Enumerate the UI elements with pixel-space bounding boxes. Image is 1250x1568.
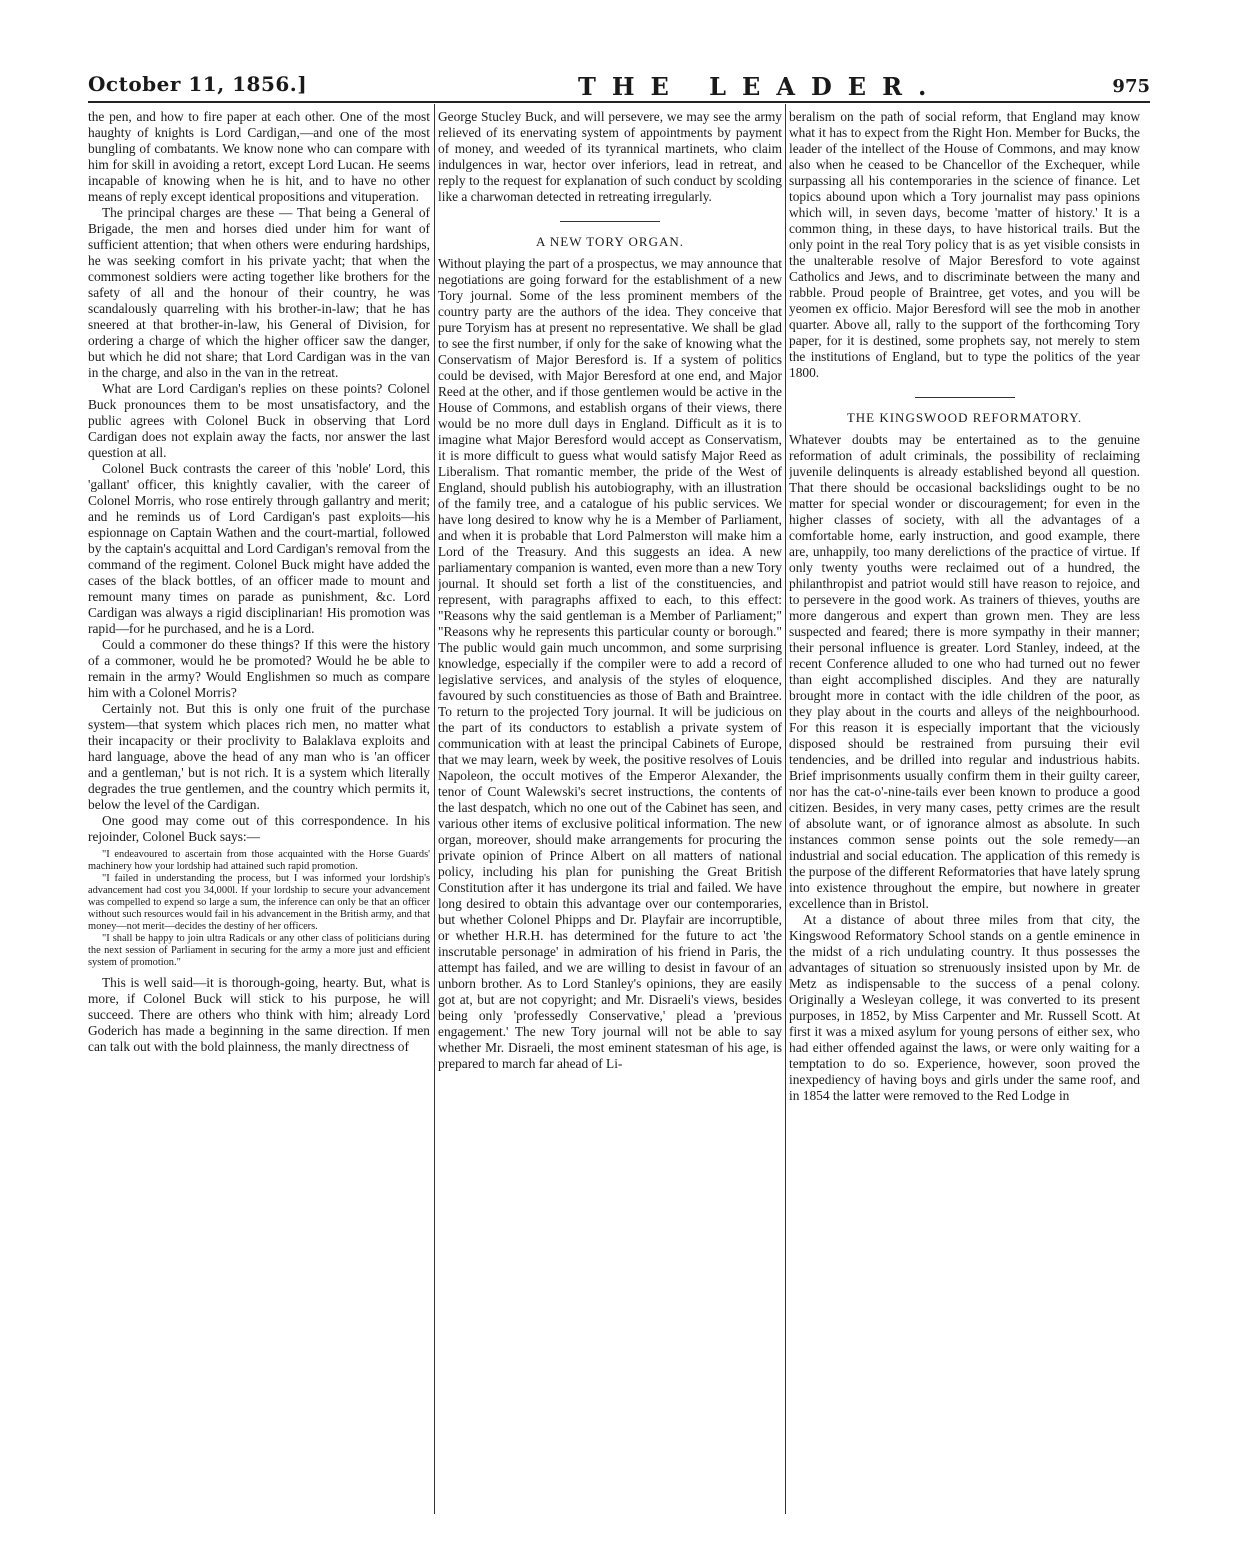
quote-paragraph: "I shall be happy to join ultra Radicals or any other class of politicians during the next session of Parliament in securing for the army a more just and efficient system of promotion." (88, 933, 430, 968)
masthead-title: THE LEADER. (578, 72, 943, 101)
paragraph: Certainly not. But this is only one fruit of the purchase system—that system which places rich men, no matter what their incapacity or their proclivity to Balaklava exploits and hard language, above the head of any man who is 'an officer and a gentleman,' but is not rich. It is a system which literally degrades the true gentlemen, and the country which permits it, below the level of the Cardigan. (88, 701, 430, 812)
column-divider (434, 104, 435, 1514)
issue-date: October 11, 1856.] (88, 72, 308, 96)
header-rule (88, 101, 1150, 103)
paragraph: George Stucley Buck, and will persevere, we may see the army relieved of its enervating system of appointments by payment of money, and weeded of its tyrannical martinets, who claim indulgences in war, hector over inferiors, lead in retreat, and reply to the request for explanation of such conduct by scolding like a charwoman detected in retreating irregularly. (438, 109, 782, 204)
article-heading: THE KINGSWOOD REFORMATORY. (846, 410, 1083, 425)
paragraph: beralism on the path of social reform, that England may know what it has to expect from the Right Hon. Member for Bucks, the leader of the intellect of the House of Commons, and may know also when he ceased to be Chancellor of the Exchequer, while surpassing all his contemporaries in the science of finance. Let topics abound upon which a Tory journalist may pass opinions which will, in seven days, become 'matter of history.' It is a common thing, in these days, to have historical trails. But the only point in the real Tory policy that is as yet visible consists in the unalterable resolve of Major Beresford to vote against Catholics and Jews, and to discriminate between the many and rabble. Proud people of Braintree, get votes, and you will be yeomen ex officio. Major Beresford will see the mob in another quarter. Above all, rally to the support of the forthcoming Tory paper, for it is destined, some prophets say, not merely to stem the institutions of England, but to type the politics of the year 1800. (789, 109, 1140, 380)
column-divider (785, 104, 786, 1514)
paragraph: What are Lord Cardigan's replies on these points? Colonel Buck pronounces them to be most unsatisfactory, and the public agrees with Colonel Buck in observing that Lord Cardigan does not explain away the facts, nor answer the last question at all. (88, 381, 430, 460)
paragraph: Could a commoner do these things? If this were the history of a commoner, would he be promoted? Would he be able to remain in the army? Would Englishmen so much as compare him with a Colonel Morris? (88, 637, 430, 700)
page-number: 975 (1112, 76, 1150, 97)
paragraph: At a distance of about three miles from that city, the Kingswood Reformatory School stands on a gentle eminence in the midst of a rich undulating country. It thus possesses the advantages of situation so strenuously insisted upon by Mr. de Metz as indispensable to the success of a penal colony. Originally a Wesleyan college, it was converted to its present purposes, in 1852, by Miss Carpenter and Mr. Russell Scott. At first it was a mixed asylum for young persons of either sex, who had either offended against the laws, or were only waiting for a temptation to do so. Experience, however, soon proved the inexpediency of having boys and girls under the same roof, and in 1854 the latter were removed to the Red Lodge in (789, 912, 1140, 1103)
section-rule (560, 221, 660, 222)
column-2 (438, 109, 782, 1509)
block-quote (88, 849, 430, 969)
column-1 (88, 109, 430, 1509)
quote-paragraph: "I failed in understanding the process, but I was informed your lordship's advancement had cost you 34,000l. If your lordship to secure your advancement was compelled to expend so large a sum, the inference can only be that an officer without such resources would fail in his advancement in the British army, and that money—not merit—decides the destiny of her officers. (88, 873, 430, 932)
paragraph: One good may come out of this correspondence. In his rejoinder, Colonel Buck says:— (88, 813, 430, 844)
paragraph: Without playing the part of a prospectus, we may announce that negotiations are going forward for the establishment of a new Tory journal. Some of the less prominent members of the country party are the authors of the idea. They conceive that pure Toryism has at present no representative. We shall be glad to see the first number, if only for the sake of knowing what the Conservatism of Major Beresford is. If a system of politics could be devised, with Major Beresford at one end, and Major Reed at the other, and if those gentlemen would be active in the House of Commons, and establish organs of their views, there would be no more dull days in England. Difficult as it is to imagine what Major Beresford would accept as Conservatism, it is more difficult to guess what would satisfy Major Reed as Liberalism. That romantic member, the pride of the West of England, should publish his autobiography, with an illustration of the family tree, and a catalogue of his public services. We have long desired to know why he is a Member of Parliament, and when it is probable that Lord Palmerston will make him a Lord of the Treasury. And this suggests an idea. A new parliamentary companion is wanted, even more than a new Tory journal. It should set forth a list of the constituencies, and represent, with paragraphs affixed to each, to this effect: "Reasons why the said gentleman is a Member of Parliament;" "Reasons why he represents this particular county or borough." The public would gain much uncommon, and some surprising knowledge, especially if the compiler were to add a record of legislative services, and analysis of the styles of eloquence, favoured by such constituencies as those of Bath and Braintree. To return to the projected Tory journal. It will be judicious on the part of its conductors to establish a private system of communication with at least the principal Cabinets of Europe, that we may learn, week by week, the positive resolves of Louis Napoleon, the occult motives of the Emperor Alexander, the tenor of Count Walewski's secret instructions, the contents of the last despatch, which no one out of the Cabinet has seen, and various other items of exclusive political information. The new organ, moreover, should make arrangements for procuring the private opinion of Prince Albert on all matters of national policy, including his plan for punishing the Great British Constitution after it has undergone its trial and failed. We have long desired to obtain this advantage over our contemporaries, but whether Colonel Phipps and Dr. Playfair are incorruptible, or whether H.R.H. has determined for the future to act 'the inscrutable personage' in admiration of his friend in Paris, the attempt has failed, and we are willing to desist in favour of an unborn brother. As to Lord Stanley's opinions, they are easily got at, but are not copyright; and Mr. Disraeli's views, besides being only 'professedly Conservative,' plead a 'previous engagement.' The new Tory journal will not be able to say whether Mr. Disraeli, the most eminent statesman of his age, is prepared to march far ahead of Li- (438, 256, 782, 1071)
article-heading: A NEW TORY ORGAN. (536, 234, 684, 249)
paragraph: Whatever doubts may be entertained as to the genuine reformation of adult criminals, the possibility of reclaiming juvenile delinquents is already established beyond all question. That there should be occasional backslidings ought to be no matter for special wonder or discouragement; for even in the higher classes of society, with all the advantages of a comfortable home, early instruction, and good example, there are, unhappily, too many derelictions of the practice of virtue. If only twenty youths were reclaimed out of a hundred, the philanthropist and patriot would still have reason to rejoice, and to persevere in the good work. As trainers of thieves, youths are more dangerous and expert than grown men. They are less suspected and feared; there is more sympathy in their manner; their personal influence is greater. Lord Stanley, indeed, at the recent Conference alluded to one who had turned out no fewer than eight accomplished disciples. And they are naturally brought more in contact with the idle children of the poor, as they play about in the courts and alleys of the neighbourhood. For this reason it is especially important that the viciously disposed should be restrained from pursuing their evil tendencies, and be drilled into regular and industrious habits. Brief imprisonments usually confirm them in their guilty career, nor has the cat-o'-nine-tails ever been known to produce a good citizen. Besides, in very many cases, petty crimes are the result of absolute want, or of ignorance almost as absolute. In such instances common sense points out the sole remedy—an industrial and social education. The application of this remedy is the purpose of the different Reformatories that have lately sprung into existence throughout the empire, but nowhere in greater excellence than in Bristol. (789, 432, 1140, 911)
paragraph: This is well said—it is thorough-going, hearty. But, what is more, if Colonel Buck will stick to his purpose, he will succeed. There are others who think with him; already Lord Goderich has made a beginning in the same direction. If men can talk out with the bold plainness, the manly directness of (88, 975, 430, 1054)
section-rule (915, 397, 1015, 398)
paragraph: the pen, and how to fire paper at each other. One of the most haughty of knights is Lord Cardigan,—and one of the most bungling of combatants. We know none who can compare with him for skill in avoiding a retort, except Lord Lucan. He seems incapable of knowing when he is hit, and to have no other means of reply except identical propositions and vituperation. (88, 109, 430, 204)
column-3 (789, 109, 1140, 1509)
paragraph: The principal charges are these — That being a General of Brigade, the men and horses died under him for want of sufficient attention; that when others were enduring hardships, he was seeking comfort in his private yacht; that when the commonest soldiers were acting together like brothers for the safety of all and the honour of their country, he was scandalously quarreling with his brother-in-law; that he has sneered at that brother-in-law, his General of Division, for ordering a charge of which the higher officer saw the danger, but which he did not share; that Lord Cardigan was in the van in the charge, and also in the van in the retreat. (88, 205, 430, 380)
page-header (88, 72, 1150, 100)
quote-paragraph: "I endeavoured to ascertain from those acquainted with the Horse Guards' machinery how your lordship had attained such rapid promotion. (88, 849, 430, 872)
paragraph: Colonel Buck contrasts the career of this 'noble' Lord, this 'gallant' officer, this knightly cavalier, with the career of Colonel Morris, who rose entirely through gallantry and merit; and he reminds us of Lord Cardigan's past exploits—his espionnage on Captain Wathen and the court-martial, followed by the captain's acquittal and Lord Cardigan's removal from the command of the regiment. Colonel Buck might have added the cases of the black bottles, of an officer made to mount and remount many times on parade as punishment, &c. Lord Cardigan was always a rigid disciplinarian! His promotion was rapid—for he purchased, and he is a Lord. (88, 461, 430, 636)
